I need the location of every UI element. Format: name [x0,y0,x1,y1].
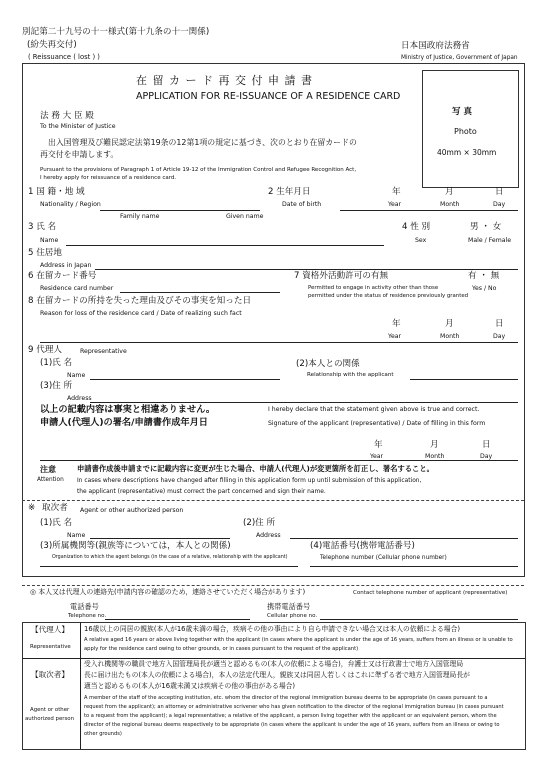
card-number-input-line[interactable] [120,292,280,293]
reissue-label-en: ( Reissuance ( lost ) ) [28,53,100,61]
attention-label-en: Attention [37,477,64,483]
address-label-jp: 5 住居地 [28,248,62,258]
permission-options-en: Yes / No [472,285,497,292]
loss-reason-label-jp: 8 在留カードの所持を失った理由及びその事実を知った日 [28,296,252,306]
agent-tel-label-jp: (4)電話番号(携帯電話番号) [310,541,415,551]
agent-name-label-en: Name [67,532,86,539]
note-agent-en-1: A member of the staff of the accepting institution, etc. whom the director of the regional immigration bureau deems to be appropriate (in cases pursuant to a [84,695,488,701]
dob-year-en: Year [388,201,402,208]
address-input-line[interactable] [95,269,518,270]
attention-text-jp: 申請書作成後申請までに記載内容に変更が生じた場合、申請人(代理人)が変更箇所を訂正し、署名すること。 [77,464,434,473]
agent-tel-label-en: Telephone number (Cellular phone number) [320,555,447,561]
note-agent-jp-1: 受入れ機関等の職員で地方入国管理局長が適当と認めるもの(本人の依頼による場合)，弁護士又は行政書士で地方入国管理局 [84,660,464,668]
contact-cell-label-jp: 携帯電話番号 [267,602,311,611]
address-label-en: Address in Japan [40,262,92,269]
agent-org-label-jp: (3)所属機関等(親族等については，本人との関係) [40,541,231,551]
rep-relationship-label-en: Relationship with the applicant [307,372,394,378]
loss-year-jp: 年 [392,319,401,329]
contact-title-jp: ◎ 本人又は代理人の連絡先(申請内容の確認のため，連絡させていただく場合があります) [30,588,306,596]
note-representative-en-1: A relative aged 16 years or above living together with the applicant (in cases where the applicant is under the age of 16 years, suffers from an illness or is unable to [84,637,513,643]
nationality-input-line[interactable] [100,210,260,211]
photo-size: 40mm × 30mm [437,148,497,157]
note-agent-label-jp: 【取次者】 [31,670,69,679]
rep-name-label-jp: (1)氏 名 [40,358,73,368]
note-agent-en-2: request from the applicant); an attorney or administrative scrivener who has given notification to the director of the regional immigration bureau (in cases pursuant [84,704,504,710]
note-representative-jp: 16歳以上の同居の親族(本人が16歳未満の場合，疾病その他の事由により自ら申請できない場合又は本人の依頼による場合) [84,625,461,633]
note-representative-label-jp: 【代理人】 [31,625,69,634]
filling-month-en: Month [425,453,445,460]
agent-section-divider [22,500,524,501]
note-representative-label-en: Representative [30,644,71,650]
sex-options-jp[interactable]: 男 ・ 女 [470,222,502,232]
permission-options-jp[interactable]: 有 ・ 無 [468,271,500,281]
dob-label-jp: 2 生年月日 [268,187,311,197]
agent-name-label-jp: (1)氏 名 [40,518,73,528]
addressee-jp: 法 務 大 臣 殿 [40,111,94,121]
dob-label-en: Date of birth [282,201,322,208]
contact-cell-input-line[interactable] [320,619,518,620]
declaration-en-2: Signature of the applicant (representative) / Date of filling in this form [268,420,486,427]
declaration-en-1: I hereby declare that the statement given above is true and correct. [268,406,480,413]
loss-year-en: Year [388,333,402,340]
card-number-label-jp: 6 在留カード番号 [28,271,97,281]
rep-name-label-en: Name [67,372,86,379]
sex-label-jp: 4 性 別 [402,222,431,232]
declaration-jp-2: 申請人(代理人)の署名/申請書作成年月日 [40,417,208,428]
dob-year-jp: 年 [392,187,401,197]
agent-address-label-en: Address [256,532,281,539]
photo-label-jp: 写 真 [452,107,472,117]
agent-org-input-line[interactable] [40,566,298,567]
name-label-jp: 3 氏 名 [28,222,57,232]
note-agent-label-en-1: Agent or other [30,707,70,713]
intro-jp-2: 再交付を申請します。 [40,150,119,159]
rep-name-input-line[interactable] [90,379,280,380]
agent-address-label-jp: (2)住 所 [243,518,276,528]
nationality-label-en: Nationality / Region [40,201,101,208]
note-representative-en-2: apply for the residence card owing to other grounds, or in cases pursuant to the request of the applicant) [84,646,359,652]
agent-tel-input-line[interactable] [310,566,518,567]
declaration-jp-1: 以上の記載内容は事実と相違ありません。 [40,404,216,415]
nationality-label-jp: 1 国 籍・地 域 [28,187,85,197]
given-name-hint: Given name [226,213,264,220]
name-label-en: Name [40,237,59,244]
contact-tel-input-line[interactable] [105,619,250,620]
rep-relationship-label-jp: (2)本人との関係 [296,359,360,369]
representative-label-jp: 9 代理人 [28,345,62,355]
note-agent-en-5: other grounds) [84,731,122,737]
filling-year-en: Year [370,453,384,460]
loss-day-jp: 日 [495,319,504,329]
loss-reason-input-line[interactable] [40,342,518,343]
dob-day-en: Day [493,201,506,208]
dob-day-jp: 日 [495,187,504,197]
addressee-en: To the Minister of Justice [40,123,116,130]
signature-input-line[interactable] [40,460,518,461]
permission-label-en-1: Permitted to engage in activity other than those [308,285,439,291]
intro-en-1: Pursuant to the provisions of Paragraph 1 of Article 19-12 of the Immigration Control and Refugee Recognition Act, [40,167,357,173]
agent-name-input-line[interactable] [90,538,230,539]
permission-label-en-2: permitted under the status of residence previously granted [308,293,469,299]
contact-tel-label-jp: 電話番号 [70,602,99,611]
reissue-label-jp: (紛失再交付) [27,40,77,50]
loss-month-en: Month [440,333,460,340]
form-annex-label: 別記第二十九号の十一様式(第十九条の十一関係) [22,27,210,37]
rep-address-label-en: Address [67,395,92,402]
intro-en-2: I hereby apply for reissuance of a residence card. [40,175,177,181]
intro-jp-1: 出入国管理及び難民認定法第19条の12第1項の規定に基づき、次のとおり在留カードの [48,138,357,147]
ministry-jp: 日本国政府法務省 [401,41,470,51]
notes-row-divider [22,658,525,659]
ministry-en: Ministry of Justice, Government of Japan [401,55,518,61]
note-agent-en-3: to a request from the applicant); a legal representative; a relative of the applicant, a person living together with the applicant or an equivalent person, whom the [84,713,497,719]
agent-label-en: Agent or other authorized person [80,507,184,514]
rep-address-input-line[interactable] [90,402,518,403]
permission-label-jp: 7 資格外活動許可の有無 [294,271,389,281]
family-name-hint: Family name [120,213,160,220]
note-agent-en-4: director of the regional bureau deems respectively to be appropriate (in cases where the applicant is under the age of 16 years, suffers from an illness or owing to [84,722,500,728]
representative-label-en: Representative [80,348,127,355]
dob-input-line[interactable] [340,210,518,211]
rep-address-label-jp: (3)住 所 [40,381,73,391]
attention-text-en-2: the applicant (representative) must correct the part concerned and sign their name. [77,489,326,495]
sex-label-en: Sex [415,237,427,244]
filling-year-jp: 年 [374,440,383,450]
photo-label-en: Photo [454,127,477,136]
agent-org-label-en: Organization to which the agent belongs (in the case of a relative, relationship with the applicant) [52,555,288,560]
loss-reason-label-en: Reason for loss of the residence card / Date of realizing such fact [40,310,242,317]
name-input-line[interactable] [66,245,384,246]
loss-month-jp: 月 [445,319,454,329]
rep-relationship-input-line[interactable] [410,379,518,380]
agent-mark: ※ [28,503,36,513]
notes-column-divider [80,622,81,749]
note-agent-label-en-2: authorized person [25,716,75,722]
agent-label-jp: 取次者 [42,503,68,513]
dob-month-en: Month [440,201,460,208]
filling-month-jp: 月 [430,440,439,450]
note-agent-jp-3: 適当と認めるもの(本人が16歳未満又は疾病その他の事由がある場合) [84,682,296,690]
loss-day-en: Day [493,333,506,340]
contact-tel-label-en: Telephone no. [68,613,107,619]
contact-cell-label-en: Cellular phone no. [267,613,318,619]
form-title-en: APPLICATION FOR RE-ISSUANCE OF A RESIDENCE CARD [136,91,401,102]
sex-options-en: Male / Female [468,237,512,244]
filling-day-jp: 日 [482,440,491,450]
form-title-jp: 在 留 カ ー ド 再 交 付 申 請 書 [136,74,313,87]
attention-label-jp: 注意 [40,465,56,474]
note-agent-jp-2: 長に届け出たもの(本人の依頼による場合)，本人の法定代理人，親族又は同居人若しくはこれに準ずる者で地方入国管理局長が [84,671,470,679]
filling-day-en: Day [480,453,493,460]
agent-address-input-line[interactable] [290,538,518,539]
attention-text-en-1: In cases where descriptions have changed after filling in this application form up until submission of this application, [77,478,422,484]
contact-title-en: Contact telephone number of applicant (representative) [353,590,508,596]
contact-section-divider [22,585,524,586]
dob-month-jp: 月 [445,187,454,197]
card-number-label-en: Residence card number [40,285,114,292]
